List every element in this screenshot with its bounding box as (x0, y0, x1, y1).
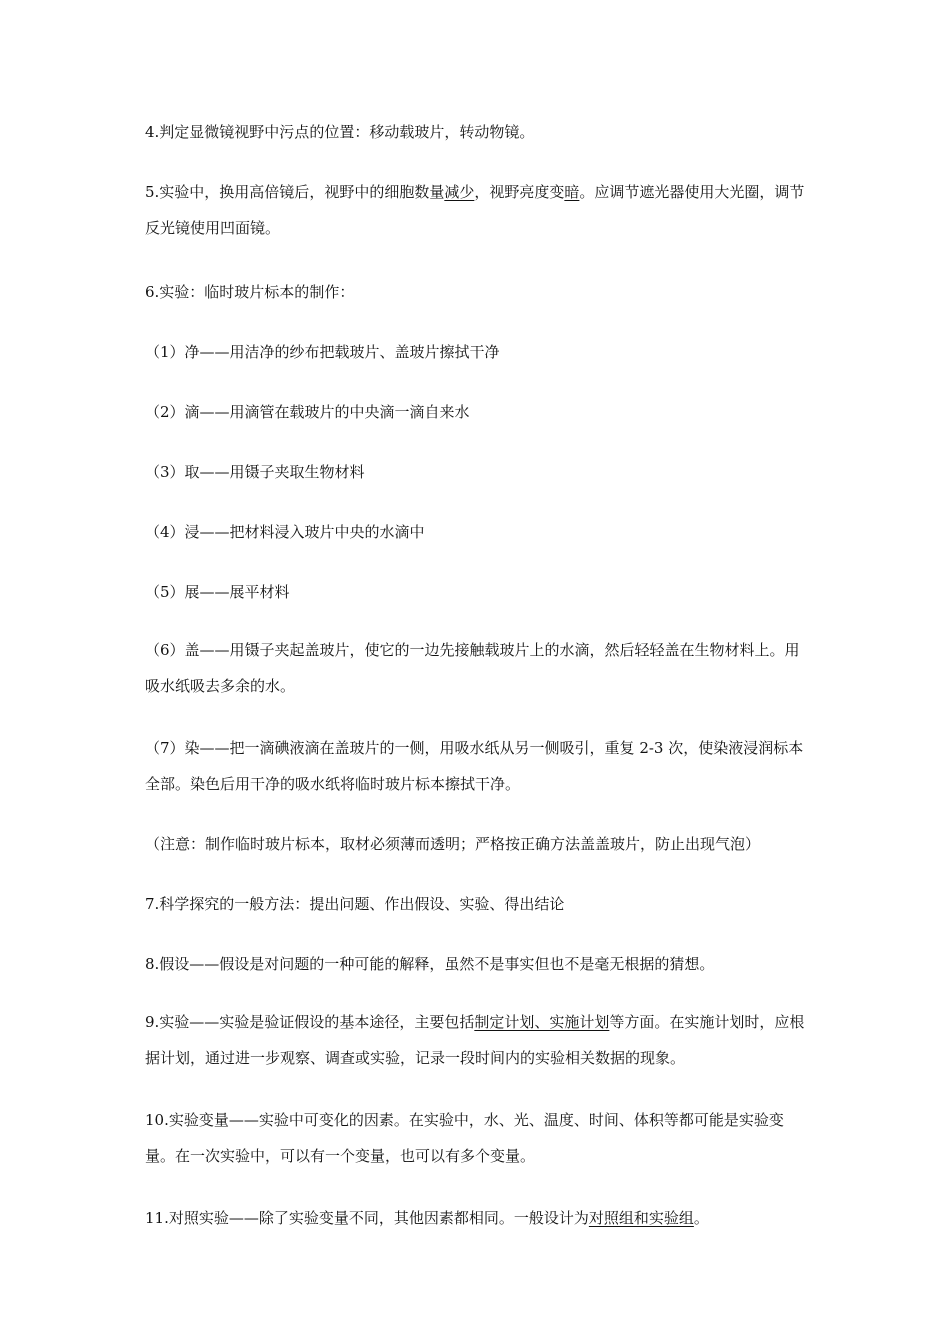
item-4: 4.判定显微镜视野中污点的位置：移动载玻片，转动物镜。 (145, 123, 535, 141)
item-5-text-a: 5.实验中，换用高倍镜后，视野中的细胞数量 (145, 183, 445, 201)
step-5: （5）展——展平材料 (145, 583, 290, 601)
item-10: 10.实验变量——实验中可变化的因素。在实验中，水、光、温度、时间、体积等都可能是实验变量。在一次实验中，可以有一个变量，也可以有多个变量。 (145, 1111, 784, 1165)
item-11-underline-groups: 对照组和实验组 (588, 1209, 694, 1227)
item-6-heading: 6.实验：临时玻片标本的制作： (145, 283, 355, 301)
item-5-text-c: 。应调节遮光器使用大光圈，调节反光镜使用凹面镜。 (145, 183, 805, 237)
item-7: 7.科学探究的一般方法：提出问题、作出假设、实验、得出结论 (145, 895, 565, 913)
step-2: （2）滴——用滴管在载玻片的中央滴一滴自来水 (145, 403, 470, 421)
item-5-underline-decrease: 减少 (444, 183, 475, 201)
step-6: （6）盖——用镊子夹起盖玻片，使它的一边先接触载玻片上的水滴，然后轻轻盖在生物材料上。用吸水纸吸去多余的水。 (145, 641, 800, 695)
step-1: （1）净——用洁净的纱布把载玻片、盖玻片擦拭干净 (145, 343, 500, 361)
item-8: 8.假设——假设是对问题的一种可能的解释，虽然不是事实但也不是毫无根据的猜想。 (145, 955, 715, 973)
item-5-underline-dark: 暗 (564, 183, 580, 201)
item-9 (145, 1004, 813, 1076)
item-9-text-a: 9.实验——实验是验证假设的基本途径，主要包括 (145, 1013, 475, 1031)
item-11-text-a: 11.对照实验——除了实验变量不同，其他因素都相同。一般设计为 (145, 1209, 589, 1227)
note: （注意：制作临时玻片标本，取材必须薄而透明；严格按正确方法盖盖玻片，防止出现气泡） (145, 835, 761, 853)
step-3: （3）取——用镊子夹取生物材料 (145, 463, 365, 481)
item-5-text-b: ，视野亮度变 (474, 183, 565, 201)
item-11 (145, 1200, 813, 1236)
step-7: （7）染——把一滴碘液滴在盖玻片的一侧，用吸水纸从另一侧吸引，重复 2-3 次，使染液浸润标本全部。染色后用干净的吸水纸将临时玻片标本擦拭干净。 (145, 739, 804, 793)
item-9-underline-plan: 制定计划、实施计划 (474, 1013, 610, 1031)
item-9-text-b: 等方面。在实施计划时，应根据计划，通过进一步观察、调查或实验，记录一段时间内的实验相关数据的现象。 (145, 1013, 805, 1067)
step-4: （4）浸——把材料浸入玻片中央的水滴中 (145, 523, 425, 541)
item-11-text-b: 。 (693, 1209, 709, 1227)
item-5 (145, 174, 813, 246)
